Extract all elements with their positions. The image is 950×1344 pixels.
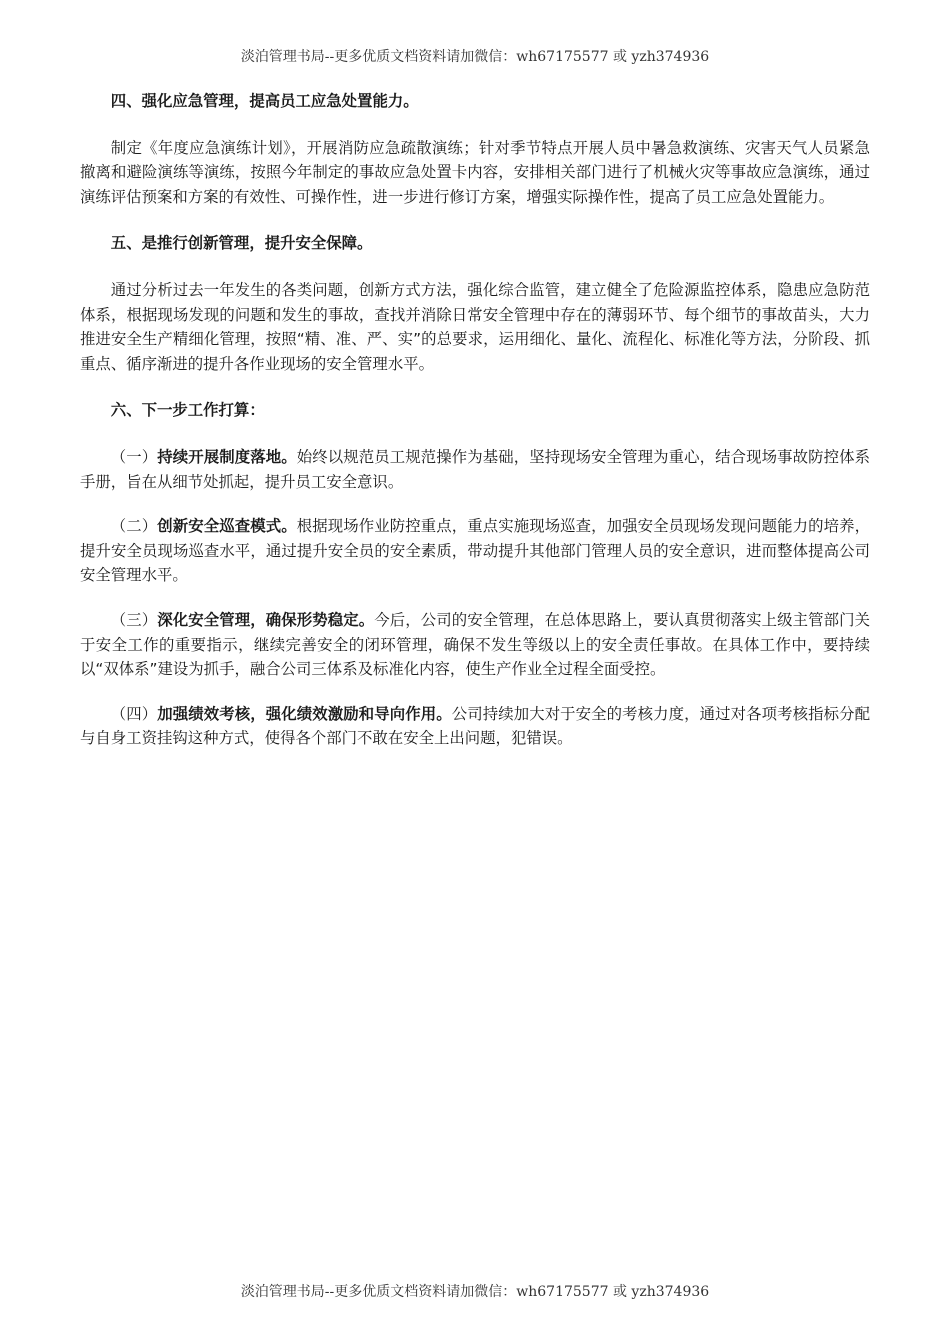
plan-item-3 [80,608,870,682]
plan-item-text: 始终以规范员工规范操作为基础，坚持现场安全管理为重心，结合现场事故防控体系手册，旨在从细节处抓起，提升员工安全意识。 [80,447,870,491]
plan-item-text: 公司持续加大对于安全的考核力度，通过对各项考核指标分配与自身工资挂钩这种方式，使得各个部门不敢在安全上出问题，犯错误。 [80,704,870,748]
plan-item-text: 根据现场作业防控重点，重点实施现场巡查，加强安全员现场发现问题能力的培养，提升安全员现场巡查水平，通过提升安全员的安全素质，带动提升其他部门管理人员的安全意识，进而整体提高公司安全管理水平。 [80,517,870,585]
section-body-5: 通过分析过去一年发生的各类问题，创新方式方法，强化综合监管，建立健全了危险源监控体系，隐患应急防范体系，根据现场发现的问题和发生的事故，查找并消除日常安全管理中存在的薄弱环节、每个细节的事故苗头，大力推进安全生产精细化管理，按照“精、准、严、实”的总要求，运用细化、量化、流程化、标准化等方法，分阶段、抓重点、循序渐进的提升各作业现场的安全管理水平。 [80,280,870,373]
section-body-4: 制定《年度应急演练计划》，开展消防应急疏散演练；针对季节特点开展人员中暑急救演练、灾害天气人员紧急撤离和避险演练等演练，按照今年制定的事故应急处置卡内容，安排相关部门进行了机械火灾等事故应急演练，通过演练评估预案和方案的有效性、可操作性，进一步进行修订方案，增强实际操作性，提高了员工应急处置能力。 [80,138,870,206]
plan-item-1 [80,445,870,494]
plan-item-lead: 持续开展制度落地。 [157,447,297,466]
plan-item-number: （三） [110,610,158,629]
plan-item-lead: 深化安全管理，确保形势稳定。 [157,610,375,629]
plan-item-lead: 加强绩效考核，强化绩效激励和导向作用。 [157,704,452,723]
plan-item-2 [80,514,870,588]
section-heading-4: 四、强化应急管理，提高员工应急处置能力。 [110,92,419,110]
plan-item-text: 今后，公司的安全管理，在总体思路上，要认真贯彻落实上级主管部门关于安全工作的重要指示，继续完善安全的闭环管理，确保不发生等级以上的安全责任事故。在具体工作中，要持续以“双体系”建设为抓手，融合公司三体系及标准化内容，使生产作业全过程全面受控。 [80,610,870,679]
plan-item-4 [80,702,870,751]
plan-item-number: （二） [110,517,158,536]
plan-item-number: （四） [110,704,158,723]
section-heading-6: 六、下一步工作打算： [110,401,265,420]
section-heading-5: 五、是推行创新管理，提升安全保障。 [110,234,373,253]
plan-item-number: （一） [110,447,158,466]
page-header: 淡泊管理书局--更多优质文档资料请加微信：wh67175577 或 yzh374936 [240,49,710,65]
plan-item-lead: 创新安全巡查模式。 [157,517,297,536]
document-body [80,89,870,751]
page-footer: 淡泊管理书局--更多优质文档资料请加微信：wh67175577 或 yzh374936 [240,1284,710,1300]
